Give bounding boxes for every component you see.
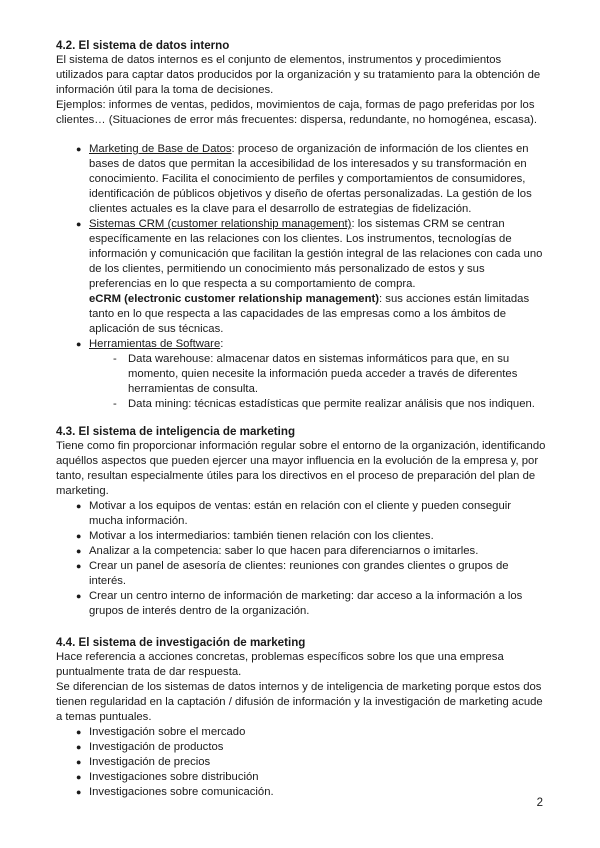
list-item: ● Analizar a la competencia: saber lo que hacen para diferenciarnos o imitarles. <box>56 544 548 559</box>
document-page <box>56 38 548 810</box>
term: Marketing de Base de Datos <box>89 143 232 155</box>
list-item: ● Crear un panel de asesoría de clientes: reuniones con grandes clientes o grupos de interés. <box>56 559 548 589</box>
list-item: ● Motivar a los equipos de ventas: están en relación con el cliente y pueden conseguir mucha información. <box>56 499 548 529</box>
bullet-list <box>56 499 548 619</box>
dash-list <box>89 352 548 412</box>
section-heading: 4.3. El sistema de inteligencia de marketing <box>56 425 296 438</box>
list-item: ● Investigación de productos <box>56 740 548 755</box>
term: Herramientas de Software <box>89 338 221 350</box>
paragraph: Tiene como fin proporcionar información regular sobre el entorno de la organización, identificando aquéllos aspectos que pueden ejercer una mayor influencia en la evolución de la empresa y, por tanto, resultan especialmente útiles para los directivos en el proceso de preparación del plan de marketing. <box>56 440 546 497</box>
paragraph: Ejemplos: informes de ventas, pedidos, movimientos de caja, formas de pago preferidas por los clientes… (Situaciones de error más frecuentes: dispersa, redundante, no homogénea, escasa). <box>56 99 538 126</box>
dash-item: - Data mining: técnicas estadísticas que permite realizar análisis que nos indiquen. <box>89 397 548 412</box>
section-heading: 4.4. El sistema de investigación de marketing <box>56 636 306 649</box>
page-number: 2 <box>536 797 543 809</box>
section-4-4 <box>56 635 548 800</box>
list-item <box>56 337 548 412</box>
dash-item: - Data warehouse: almacenar datos en sistemas informáticos para que, en su momento, quien necesite la información pueda acceder a través de diferentes herramientas de consulta. <box>89 352 548 397</box>
list-item: ● Crear un centro interno de información de marketing: dar acceso a la información a los grupos de interés dentro de la organización. <box>56 589 548 619</box>
list-item: ● Motivar a los intermediarios: también tienen relación con los clientes. <box>56 529 548 544</box>
section-heading: 4.2. El sistema de datos interno <box>56 39 230 52</box>
bullet-list <box>56 725 548 800</box>
list-item: ● Investigación de precios <box>56 755 548 770</box>
paragraph: Se diferencian de los sistemas de datos internos y de inteligencia de marketing porque estos dos tienen regularidad en la captación / difusión de información y la investigación de marketing acude a temas puntuales. <box>56 681 543 723</box>
list-item <box>56 217 548 337</box>
list-item: ● Investigaciones sobre distribución <box>56 770 548 785</box>
list-item <box>56 142 548 217</box>
list-item: ● Investigación sobre el mercado <box>56 725 548 740</box>
bullet-list <box>56 142 548 412</box>
paragraph: El sistema de datos internos es el conjunto de elementos, instrumentos y procedimientos utilizados para captar datos producidos por la organización y su tratamiento para la obtención de información útil para la toma de decisiones. <box>56 54 541 96</box>
section-4-2 <box>56 38 548 412</box>
section-4-3 <box>56 424 548 619</box>
paragraph: Hace referencia a acciones concretas, problemas específicos sobre los que una empresa puntualmente trata de dar respuesta. <box>56 651 504 678</box>
term: Sistemas CRM (customer relationship management) <box>89 218 352 230</box>
list-item-text: : los sistemas CRM se centran específicamente en las relaciones con los clientes. Los instrumentos, tecnologías de información y comunicación que facilitan la gestión integral de las relaciones con cada uno de los clientes, permitiendo un conocimiento más personalizado de estos y sus preferencias en lo que respecta a su comportamiento de compra. <box>89 218 543 290</box>
list-item: ● Investigaciones sobre comunicación. <box>56 785 548 800</box>
list-item-text: : <box>220 338 224 350</box>
term-bold: eCRM (electronic customer relationship management) <box>89 293 380 305</box>
list-item-text: : sus acciones están limitadas tanto en lo que respecta a las capacidades de las empresas como a los ámbitos de aplicación de sus técnicas. <box>89 293 530 335</box>
list-item-text: : proceso de organización de información de los clientes en bases de datos que permitan la accesibilidad de los interesados y su transformación en conocimiento. Facilita el conocimiento de perfiles y comportamientos de consumidores, identificación de públicos objetivos y diseño de ofertas personalizadas. La gestión de los clientes actuales es la clave para el desarrollo de estrategias de fidelización. <box>89 143 532 215</box>
